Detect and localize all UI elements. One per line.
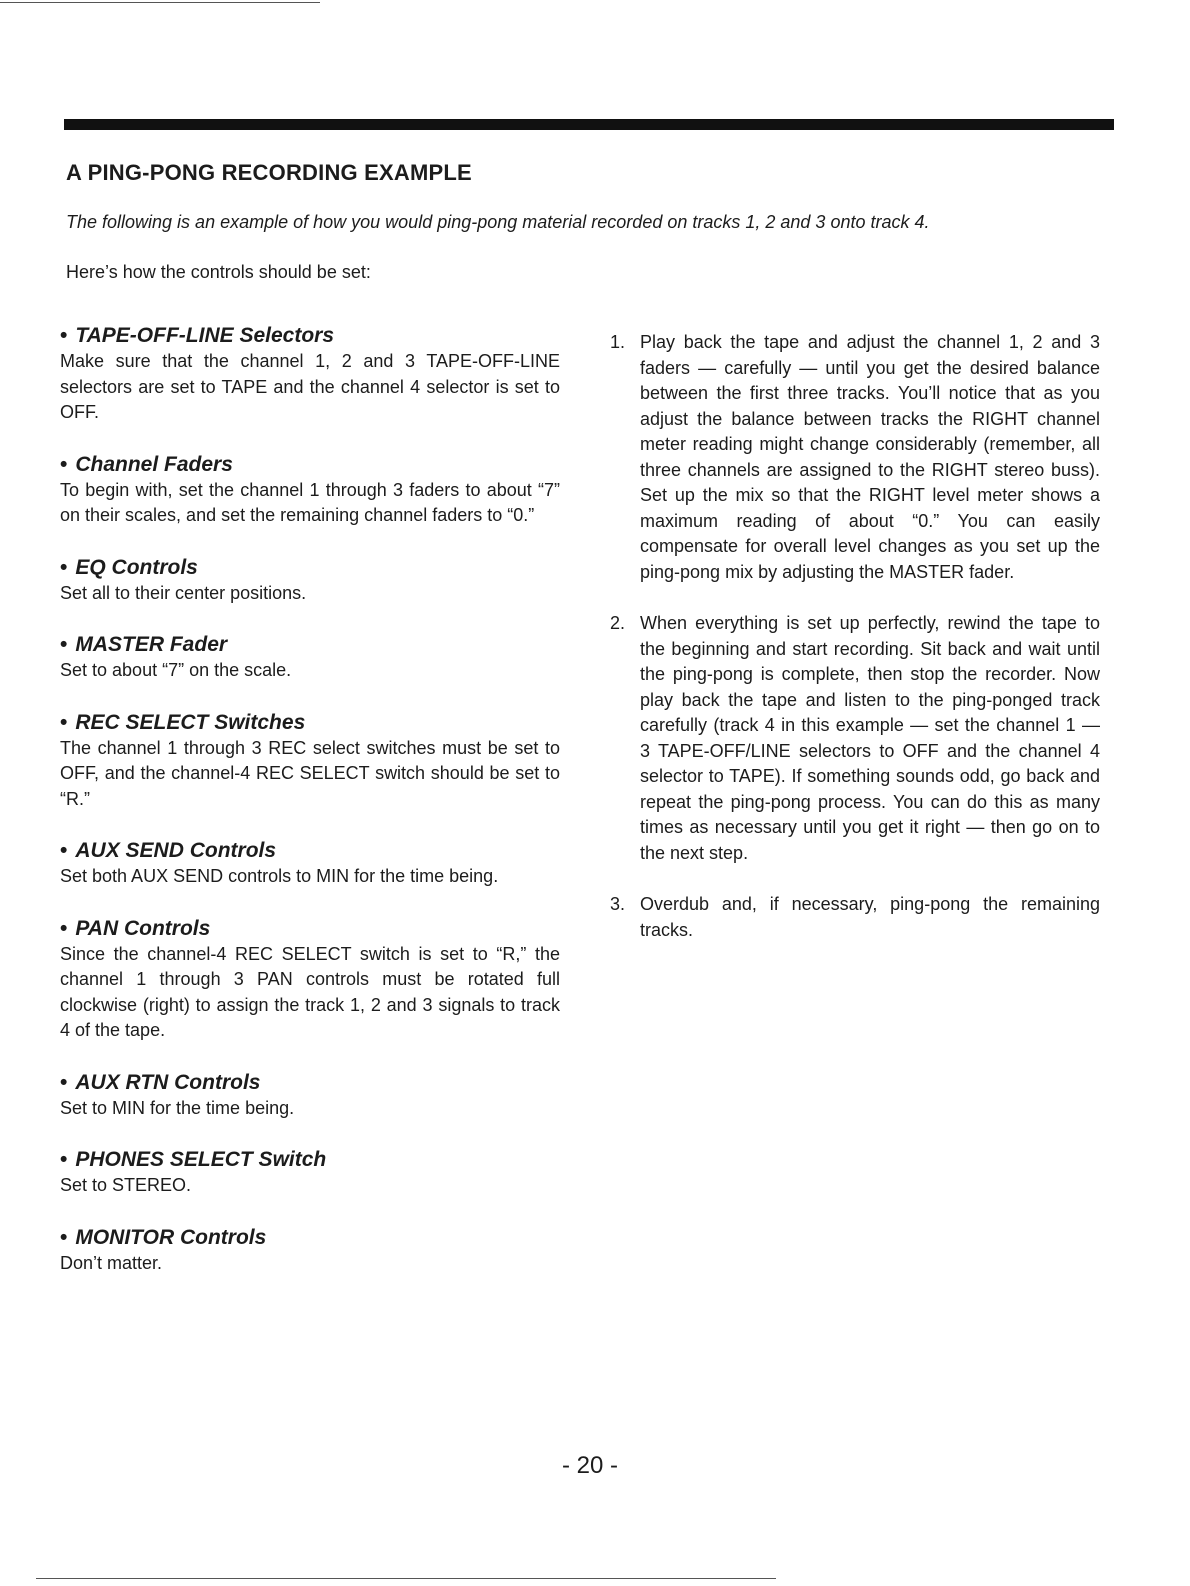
setting-text: Don’t matter.: [60, 1252, 163, 1273]
setting-tape-off-line: [60, 322, 560, 426]
header-bar: [64, 119, 1114, 130]
step-text: When everything is set up perfectly, rewind the tape to the beginning and start recording. Sit back and wait until the ping-pong is complete, then stop the recorder. Now play back the tape and listen to the ping-ponged track carefully (track 4 in this example — set the channel 1 — 3 TAPE-OFF/LINE selectors to OFF and the channel 4 selector to TAPE). If something sounds odd, go back and repeat the ping-pong process. You can do this as many times as necessary until you get it right — then go on to the next step.: [640, 613, 1100, 863]
page-title: A PING-PONG RECORDING EXAMPLE: [66, 160, 472, 185]
setting-heading: • TAPE-OFF-LINE Selectors: [60, 324, 335, 347]
lead-text: Here’s how the controls should be set:: [66, 262, 371, 282]
steps-column: [610, 330, 1100, 969]
bullet-icon: •: [60, 710, 68, 734]
setting-text: To begin with, set the channel 1 through 3 faders to about “7” on their scales, and set the remaining channel faders to “0.”: [60, 479, 560, 525]
page-number: - 20 -: [561, 1452, 618, 1479]
top-edge-rule: [0, 2, 320, 3]
setting-heading: • Channel Faders: [60, 452, 233, 476]
setting-text: Set to about “7” on the scale.: [60, 660, 292, 680]
setting-text: Set all to their center positions.: [60, 582, 307, 603]
step-number: 1.: [610, 332, 626, 352]
setting-heading: • AUX RTN Controls: [60, 1070, 261, 1094]
setting-heading: • AUX SEND Controls: [60, 839, 277, 862]
bullet-icon: •: [60, 1070, 68, 1094]
setting-master-fader: [60, 631, 560, 684]
setting-pan-controls: [60, 915, 560, 1044]
setting-heading: • MASTER Fader: [60, 633, 228, 656]
setting-rec-select: [60, 709, 560, 813]
setting-text: Since the channel-4 REC SELECT switch is set to “R,” the channel 1 through 3 PAN controls must be rotated full clockwise (right) to assign the track 1, 2 and 3 signals to track 4 of the tape.: [60, 943, 560, 1040]
setting-phones-select: [60, 1146, 560, 1199]
bullet-icon: •: [60, 1148, 68, 1171]
step-number: 2.: [610, 613, 626, 633]
bullet-icon: •: [60, 916, 68, 940]
setting-heading: • MONITOR Controls: [60, 1225, 267, 1249]
setting-text: Make sure that the channel 1, 2 and 3 TAPE-OFF-LINE selectors are set to TAPE and the channel 4 selector is set to OFF.: [60, 351, 560, 422]
setting-channel-faders: [60, 451, 560, 529]
setting-text: Set both AUX SEND controls to MIN for the time being.: [60, 866, 499, 886]
bullet-icon: •: [60, 555, 68, 579]
bullet-icon: •: [60, 839, 68, 862]
setting-aux-send: [60, 837, 560, 890]
bullet-icon: •: [60, 452, 68, 476]
setting-heading: • EQ Controls: [60, 555, 198, 579]
setting-text: Set to MIN for the time being.: [60, 1097, 295, 1118]
setting-heading: • PHONES SELECT Switch: [60, 1148, 327, 1171]
setting-heading: • PAN Controls: [60, 916, 211, 940]
setting-eq-controls: [60, 554, 560, 607]
step-text: Play back the tape and adjust the channel 1, 2 and 3 faders — carefully — until you get the desired balance between the first three tracks. You’ll notice that as you adjust the balance between tracks the RIGHT channel meter reading might change considerably (remember, all three channels are assigned to the RIGHT stereo buss). Set up the mix so that the RIGHT level meter shows a maximum reading of about “0.” You can easily compensate for overall level changes as you set up the ping-pong mix by adjusting the MASTER fader.: [640, 332, 1100, 582]
setting-monitor-controls: [60, 1224, 560, 1277]
intro-text: The following is an example of how you would ping-pong material recorded on tracks 1, 2 and 3 onto track 4.: [66, 212, 930, 232]
settings-column: [60, 322, 560, 1301]
bullet-icon: •: [60, 1225, 68, 1249]
bullet-icon: •: [60, 324, 68, 347]
step-text: Overdub and, if necessary, ping-pong the remaining tracks.: [640, 894, 1100, 940]
step-1: [610, 330, 1100, 585]
setting-heading: • REC SELECT Switches: [60, 710, 306, 734]
bullet-icon: •: [60, 633, 68, 656]
setting-text: The channel 1 through 3 REC select switches must be set to OFF, and the channel-4 REC SELECT switch should be set to “R.”: [60, 737, 560, 809]
step-number: 3.: [610, 894, 626, 914]
step-3: [610, 892, 1100, 943]
setting-aux-rtn: [60, 1069, 560, 1122]
step-2: [610, 611, 1100, 866]
bottom-edge-rule: [36, 1578, 776, 1579]
setting-text: Set to STEREO.: [60, 1175, 192, 1195]
